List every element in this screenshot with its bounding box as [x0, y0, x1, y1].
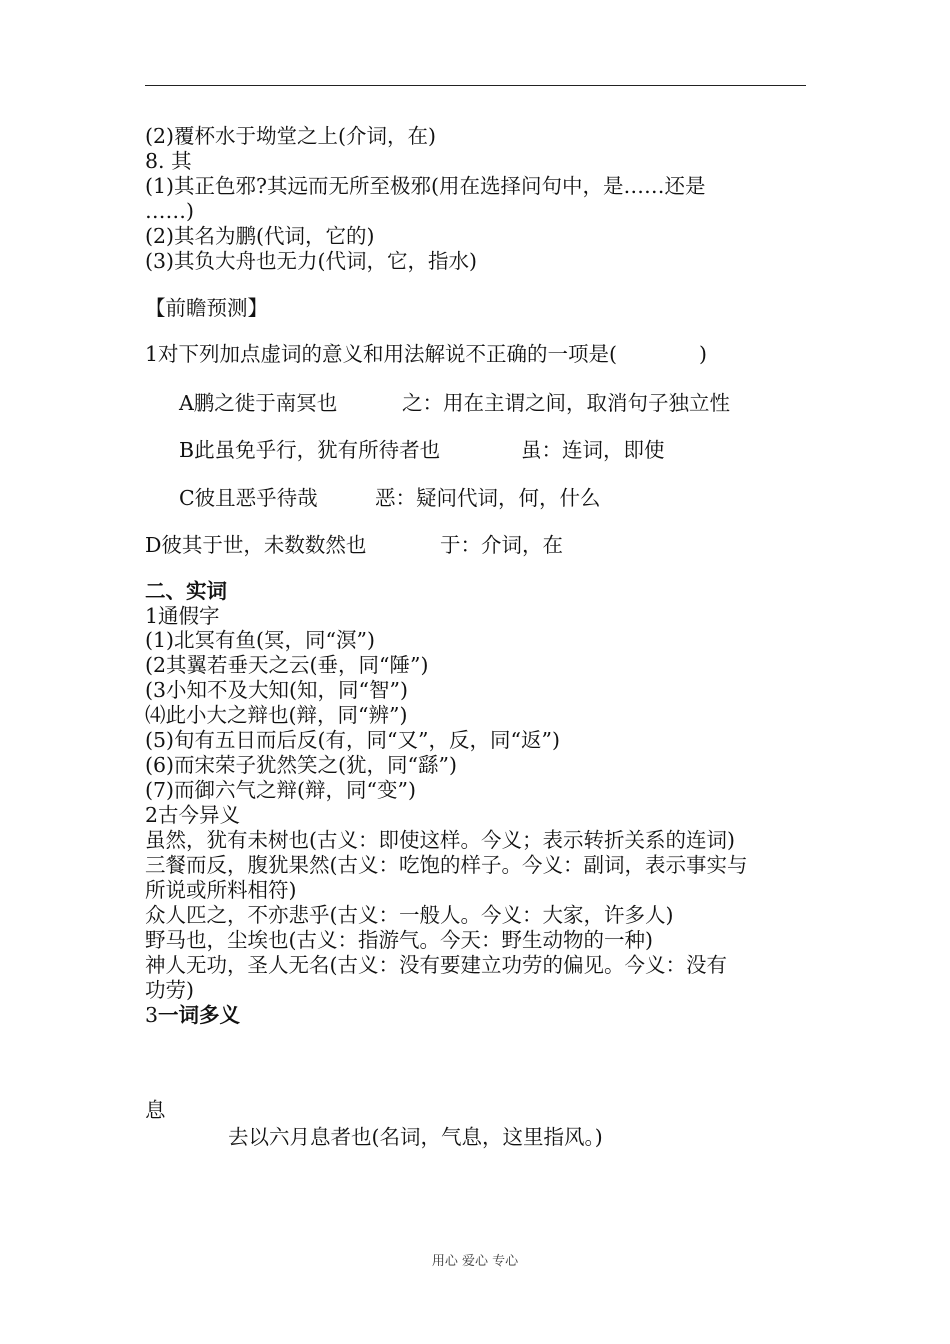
polysemy-word: 息 — [145, 1098, 166, 1122]
option-d-sentence: D彼其于世，未数数然也 — [145, 533, 367, 557]
polysemy-example: 去以六月息者也(名词，气息，这里指风。) — [228, 1125, 603, 1149]
text-line: (3)其负大舟也无力(代词，它，指水) — [145, 249, 478, 273]
preview-heading: 【前瞻预测】 — [145, 296, 268, 320]
list-item: (1)北冥有鱼(冥，同“溟”) — [145, 628, 375, 652]
list-item: 功劳) — [145, 978, 194, 1002]
option-d-note: 于：介词，在 — [440, 533, 563, 557]
list-item: (6)而宋荣子犹然笑之(犹，同“繇”) — [145, 753, 457, 777]
subsection-title-text: 一词多义 — [158, 1003, 241, 1027]
page-footer: 用心 爱心 专心 — [431, 1254, 519, 1269]
header-rule — [145, 85, 806, 86]
list-item: ⑷此小大之辩也(辩，同“辨”) — [145, 703, 408, 727]
text-line: (2)覆杯水于坳堂之上(介词，在) — [145, 124, 437, 148]
subsection-title: 1通假字 — [145, 604, 220, 628]
option-a-sentence: A鹏之徙于南冥也 — [179, 391, 338, 415]
list-item: 野马也，尘埃也(古义：指游气。今天：野生动物的一种) — [145, 928, 653, 952]
option-c-note: 恶：疑问代词，何，什么 — [375, 486, 601, 510]
text-line: (1)其正色邪?其远而无所至极邪(用在选择问句中，是……还是 — [145, 174, 706, 198]
option-a-note: 之：用在主谓之间，取消句子独立性 — [402, 391, 730, 415]
section-heading: 二、实词 — [145, 579, 227, 603]
question-text: 1对下列加点虚词的意义和用法解说不正确的一项是( ) — [145, 342, 708, 366]
text-line: (2)其名为鹏(代词，它的) — [145, 224, 375, 248]
list-item: (5)旬有五日而后反(有，同“又”，反，同“返”) — [145, 728, 560, 752]
subsection-title: 2古今异义 — [145, 803, 241, 827]
subsection-title — [145, 1003, 240, 1028]
option-b-sentence: B此虽免乎行，犹有所待者也 — [179, 438, 441, 462]
list-item: (3小知不及大知(知，同“智”) — [145, 678, 408, 702]
list-item: 虽然，犹有未树也(古义：即使这样。今义；表示转折关系的连词) — [145, 828, 735, 852]
text-line: ……) — [145, 199, 194, 223]
list-item: 所说或所料相符) — [145, 878, 297, 902]
list-item: (2其翼若垂天之云(垂，同“陲”) — [145, 653, 429, 677]
option-b-note: 虽：连词，即使 — [521, 438, 665, 462]
list-item: (7)而御六气之辩(辩，同“变”) — [145, 778, 416, 802]
option-c-sentence: C彼且恶乎待哉 — [179, 486, 318, 510]
list-item: 神人无功，圣人无名(古义：没有要建立功劳的偏见。今义：没有 — [145, 953, 727, 977]
list-item: 众人匹之，不亦悲乎(古义：一般人。今义：大家，许多人) — [145, 903, 674, 927]
subsection-number: 3 — [145, 1003, 159, 1027]
section-item-title: 8. 其 — [145, 149, 192, 173]
list-item: 三餐而反，腹犹果然(古义：吃饱的样子。今义：副词，表示事实与 — [145, 853, 748, 877]
